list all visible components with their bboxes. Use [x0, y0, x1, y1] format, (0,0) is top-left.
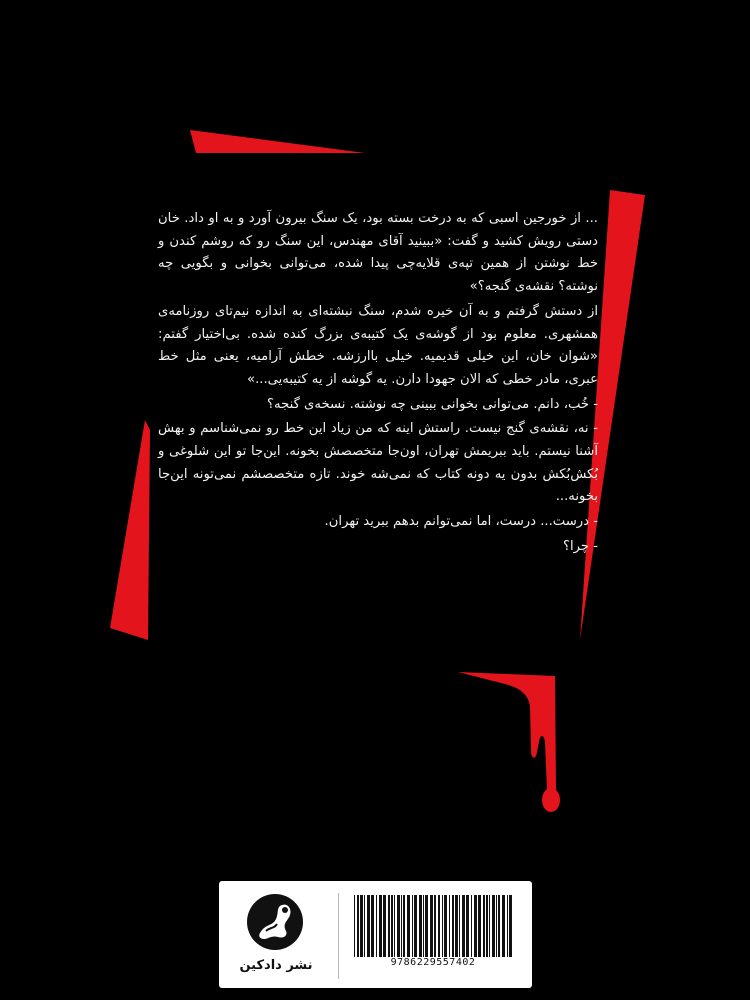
barcode-bar [371, 895, 374, 957]
barcode-bar [444, 895, 447, 957]
barcode-bar [401, 895, 402, 957]
paragraph: ... از خورجین اسبی که به درخت بسته بود، یک سنگ بیرون آورد و به او داد. خان دستی رویش کشید و گفت: «ببینید آقای مهندس، این سنگ رو که روشم کندن و خط نوشتن از همین تپه‌ی قلایه‌چی پیدا شده، می‌توانی بخوانی و بگویی چه نوشته؟ نقشه‌ی گنجه؟» [158, 211, 598, 295]
barcode-bar [471, 895, 472, 957]
blood-drip [458, 672, 560, 812]
barcode-bar [425, 895, 428, 957]
barcode-bar [414, 895, 417, 957]
excerpt-text [158, 208, 598, 559]
barcode-bar [486, 895, 488, 957]
paragraph: از دستش گرفتم و به آن خیره شدم، سنگ نبشته‌ای به اندازه نیم‌تای روزنامه‌ی همشهری. معلوم بود از گوشه‌ی یک کتیبه‌ی بزرگ کنده شده. بی‌اختیار گفتم: «شوان خان، این خیلی قدیمیه. خیلی باارزشه. خطش آرامیه، یعنی مثل خط عبری، مادر خطی که الان جهودا دارن. یه گوشه از یه کتیبه‌یی...» [158, 303, 598, 387]
barcode-bar [367, 895, 370, 957]
barcode-bar [442, 895, 443, 957]
barcode-bar [412, 895, 413, 957]
barcode-bar [507, 895, 508, 957]
barcode-bar [462, 895, 465, 957]
barcode-bar [489, 895, 490, 957]
barcode-bar [430, 895, 433, 957]
barcode-bar [434, 895, 436, 957]
barcode-bar [492, 895, 495, 957]
barcode [352, 895, 514, 957]
barcode-bar [403, 895, 405, 957]
barcode-bar [364, 895, 365, 957]
paragraph: - درست... درست، اما نمی‌توانم بدهم ببرید تهران. [324, 514, 598, 530]
barcode-bar [478, 895, 481, 957]
barcode-bar [483, 895, 485, 957]
publisher-name: نشر دادکین [239, 958, 313, 973]
barcode-bar [354, 895, 355, 957]
barcode-bar [360, 895, 363, 957]
barcode-bar [509, 895, 512, 957]
barcode-bar [423, 895, 424, 957]
barcode-bar [498, 895, 500, 957]
barcode-bar [452, 895, 454, 957]
barcode-bar [383, 895, 386, 957]
paragraph: - خُب، دانم. می‌توانی بخوانی ببینی چه نوشته. نسخه‌ی گنجه؟ [267, 396, 598, 412]
divider [338, 893, 339, 979]
barcode-bar [379, 895, 382, 957]
barcode-bar [391, 895, 393, 957]
paragraph: - چرا؟ [562, 538, 598, 554]
barcode-bar [496, 895, 497, 957]
barcode-bar [376, 895, 377, 957]
red-shard-left [110, 420, 150, 640]
barcode-bar [474, 895, 477, 957]
barcode-bar [449, 895, 450, 957]
barcode-bar [455, 895, 458, 957]
barcode-bar [466, 895, 469, 957]
barcode-bar [397, 895, 400, 957]
barcode-bar [407, 895, 410, 957]
isbn-number: 9786229557402 [390, 957, 476, 968]
barcode-bar [388, 895, 390, 957]
publisher-logo-icon [246, 893, 304, 951]
paragraph: - نه، نقشه‌ی گنج نیست. راستش اینه که من زیاد این خط رو نمی‌شناسم و بهش آشنا نیستم. باید ببریمش تهران، اون‌جا متخصصش بخونه. این‌جا تو این شلوغی و بُکش‌بُکش بدون یه دونه کتاب که نمی‌شه خوند. تازه متخصصشم نمی‌تونه این‌جا بخونه... [158, 421, 598, 505]
barcode-bar [419, 895, 422, 957]
red-shard-top [190, 130, 365, 153]
barcode-bar [438, 895, 440, 957]
barcode-bar [459, 895, 460, 957]
barcode-bar [394, 895, 395, 957]
barcode-bar [357, 895, 359, 957]
barcode-bar [502, 895, 505, 957]
